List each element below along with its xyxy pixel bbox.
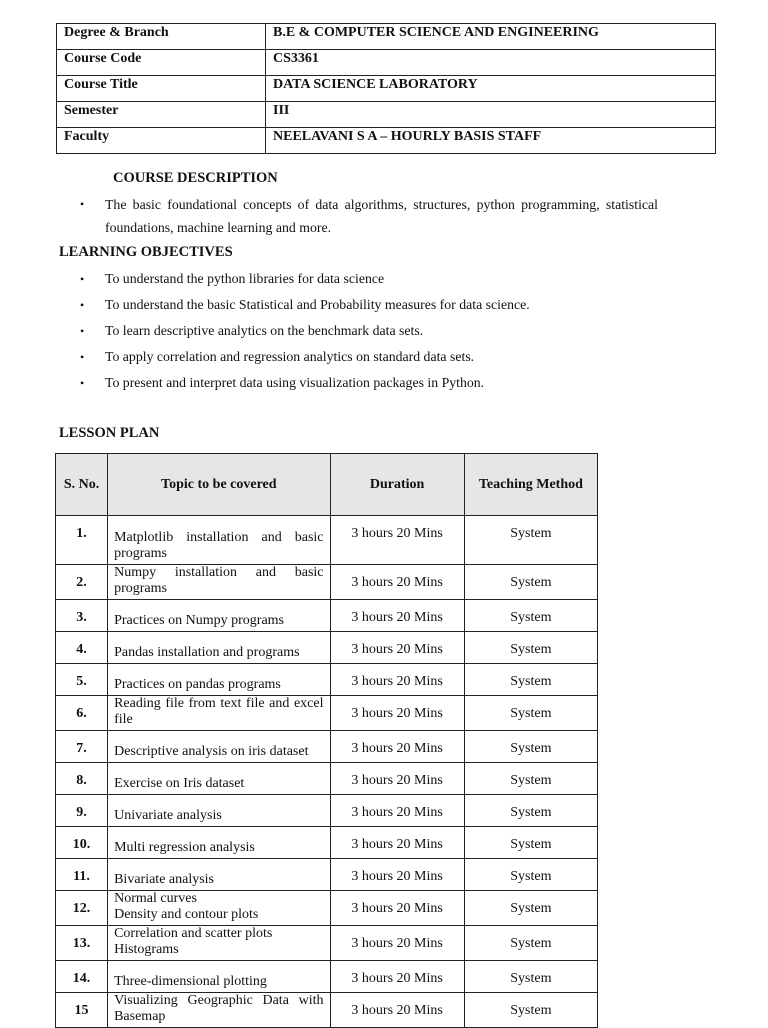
cell-method: System [464, 731, 597, 763]
objective-text: To apply correlation and regression analytics on standard data sets. [105, 349, 475, 364]
cell-topic: Practices on Numpy programs [108, 600, 330, 632]
course-description-line-1: The basic foundational concepts of data algorithms, structures, python programming, statistical [105, 197, 658, 212]
list-item [78, 348, 530, 374]
course-info-table [56, 23, 716, 154]
column-header-duration: Duration [330, 454, 464, 516]
cell-topic: Correlation and scatter plots Histograms [108, 926, 330, 961]
cell-topic: Practices on pandas programs [108, 664, 330, 696]
lesson-plan-heading: LESSON PLAN [59, 425, 160, 441]
info-value: III [266, 102, 716, 128]
cell-method: System [464, 859, 597, 891]
cell-sno: 8. [56, 763, 108, 795]
cell-sno: 14. [56, 961, 108, 993]
table-row [56, 961, 598, 993]
objective-text: To understand the basic Statistical and Probability measures for data science. [105, 297, 530, 312]
table-row [56, 600, 598, 632]
list-item [78, 270, 530, 296]
table-row [56, 731, 598, 763]
list-item [78, 296, 530, 322]
cell-method: System [464, 696, 597, 731]
info-value: NEELAVANI S A – HOURLY BASIS STAFF [266, 128, 716, 154]
cell-sno: 6. [56, 696, 108, 731]
cell-method: System [464, 795, 597, 827]
column-header-sno: S. No. [56, 454, 108, 516]
cell-sno: 11. [56, 859, 108, 891]
cell-duration: 3 hours 20 Mins [330, 926, 464, 961]
info-value: B.E & COMPUTER SCIENCE AND ENGINEERING [266, 24, 716, 50]
cell-topic: Normal curves Density and contour plots [108, 891, 330, 926]
info-row [57, 128, 716, 154]
cell-method: System [464, 993, 597, 1028]
cell-method: System [464, 763, 597, 795]
cell-sno: 13. [56, 926, 108, 961]
cell-duration: 3 hours 20 Mins [330, 664, 464, 696]
cell-method: System [464, 891, 597, 926]
cell-duration: 3 hours 20 Mins [330, 696, 464, 731]
cell-sno: 7. [56, 731, 108, 763]
cell-method: System [464, 516, 597, 565]
bullet-icon: • [80, 376, 85, 390]
info-row [57, 50, 716, 76]
cell-duration: 3 hours 20 Mins [330, 859, 464, 891]
learning-objectives-list [78, 270, 530, 400]
cell-duration: 3 hours 20 Mins [330, 961, 464, 993]
column-header-topic: Topic to be covered [108, 454, 330, 516]
cell-topic: Bivariate analysis [108, 859, 330, 891]
course-description-heading: COURSE DESCRIPTION [113, 170, 278, 186]
cell-sno: 1. [56, 516, 108, 565]
bullet-icon: • [80, 324, 85, 338]
info-key: Faculty [57, 128, 266, 154]
cell-sno: 2. [56, 565, 108, 600]
course-description-line-2: foundations, machine learning and more. [105, 220, 332, 235]
cell-duration: 3 hours 20 Mins [330, 565, 464, 600]
cell-sno: 9. [56, 795, 108, 827]
table-row [56, 664, 598, 696]
column-header-method: Teaching Method [464, 454, 597, 516]
cell-topic: Reading file from text file and excel file [108, 696, 330, 731]
table-row [56, 926, 598, 961]
course-description-bullet: • [80, 197, 85, 211]
list-item [78, 374, 530, 400]
info-row [57, 24, 716, 50]
info-key: Degree & Branch [57, 24, 266, 50]
cell-method: System [464, 664, 597, 696]
info-row [57, 76, 716, 102]
table-header-row [56, 454, 598, 516]
cell-method: System [464, 632, 597, 664]
lesson-plan-body [56, 516, 598, 1028]
info-value: DATA SCIENCE LABORATORY [266, 76, 716, 102]
objective-text: To present and interpret data using visualization packages in Python. [105, 375, 485, 390]
table-row [56, 859, 598, 891]
info-key: Semester [57, 102, 266, 128]
cell-topic: Pandas installation and programs [108, 632, 330, 664]
bullet-icon: • [80, 350, 85, 364]
cell-duration: 3 hours 20 Mins [330, 827, 464, 859]
cell-sno: 3. [56, 600, 108, 632]
cell-duration: 3 hours 20 Mins [330, 795, 464, 827]
cell-method: System [464, 926, 597, 961]
table-row [56, 891, 598, 926]
cell-duration: 3 hours 20 Mins [330, 731, 464, 763]
cell-topic: Matplotlib installation and basic programs [108, 516, 330, 565]
table-row [56, 565, 598, 600]
lesson-plan-table [55, 453, 598, 1028]
learning-objectives-heading: LEARNING OBJECTIVES [59, 244, 233, 260]
cell-topic: Multi regression analysis [108, 827, 330, 859]
list-item [78, 322, 530, 348]
info-row [57, 102, 716, 128]
cell-method: System [464, 565, 597, 600]
cell-duration: 3 hours 20 Mins [330, 763, 464, 795]
cell-duration: 3 hours 20 Mins [330, 516, 464, 565]
cell-sno: 15 [56, 993, 108, 1028]
cell-method: System [464, 961, 597, 993]
info-value: CS3361 [266, 50, 716, 76]
objective-text: To understand the python libraries for data science [105, 271, 385, 286]
table-row [56, 632, 598, 664]
cell-duration: 3 hours 20 Mins [330, 993, 464, 1028]
cell-topic: Descriptive analysis on iris dataset [108, 731, 330, 763]
table-row [56, 763, 598, 795]
cell-topic: Exercise on Iris dataset [108, 763, 330, 795]
cell-sno: 4. [56, 632, 108, 664]
cell-sno: 5. [56, 664, 108, 696]
bullet-icon: • [80, 272, 85, 286]
cell-duration: 3 hours 20 Mins [330, 600, 464, 632]
table-row [56, 696, 598, 731]
cell-topic: Numpy installation and basic programs [108, 565, 330, 600]
cell-topic: Three-dimensional plotting [108, 961, 330, 993]
objective-text: To learn descriptive analytics on the benchmark data sets. [105, 323, 424, 338]
table-row [56, 516, 598, 565]
cell-sno: 10. [56, 827, 108, 859]
info-key: Course Code [57, 50, 266, 76]
bullet-icon: • [80, 298, 85, 312]
cell-method: System [464, 827, 597, 859]
table-row [56, 795, 598, 827]
table-row [56, 993, 598, 1028]
table-row [56, 827, 598, 859]
info-key: Course Title [57, 76, 266, 102]
cell-duration: 3 hours 20 Mins [330, 891, 464, 926]
cell-topic: Univariate analysis [108, 795, 330, 827]
cell-sno: 12. [56, 891, 108, 926]
cell-duration: 3 hours 20 Mins [330, 632, 464, 664]
cell-topic: Visualizing Geographic Data with Basemap [108, 993, 330, 1028]
cell-method: System [464, 600, 597, 632]
